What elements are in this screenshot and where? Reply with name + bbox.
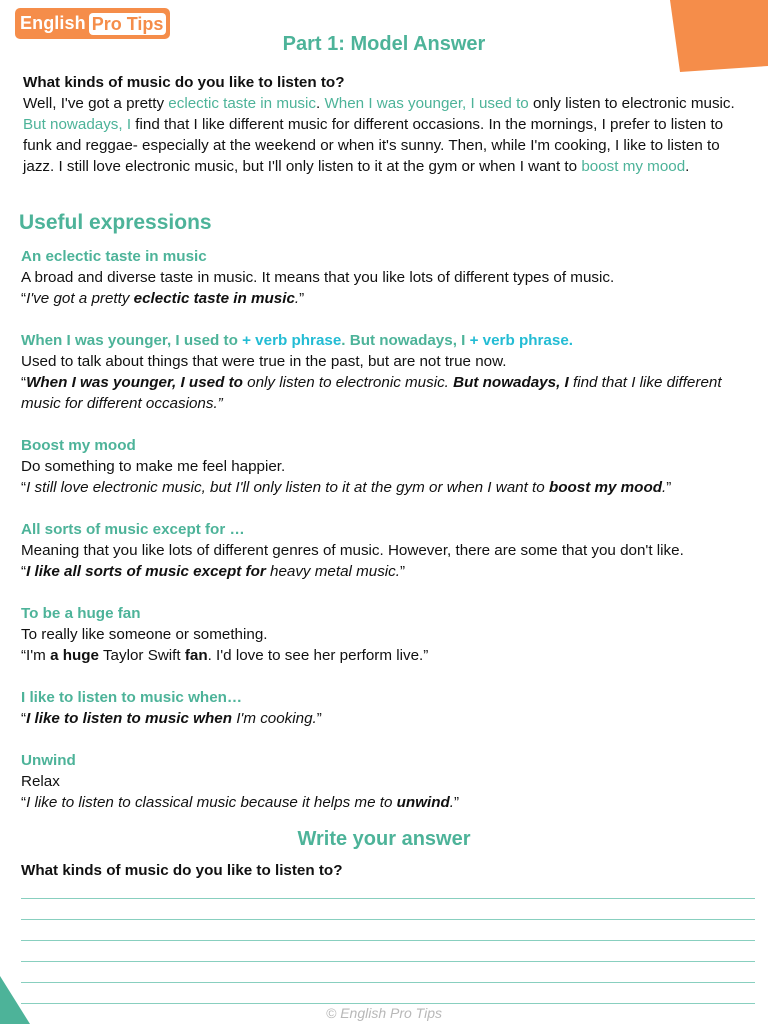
expression-heading: All sorts of music except for … (21, 521, 245, 538)
expression-definition: To really like someone or something. (21, 626, 268, 643)
expression-heading: Boost my mood (21, 437, 136, 454)
expression-boost-mood (21, 435, 751, 498)
model-answer (23, 72, 743, 177)
model-answer-text: Well, I've got a pretty eclectic taste in music. When I was younger, I used to only listen to electronic music. But nowadays, I find that I like different music for different occasions. In the mornings, I prefer to listen to funk and reggae- especially at the weekend or when it's sunny. Then, while I'm cooking, I like to listen to jazz. I still love electronic music, but I'll only listen to it at the gym or when I want to boost my mood. (23, 95, 735, 175)
expression-example: “I still love electronic music, but I'll only listen to it at the gym or when I want to boost my mood.” (21, 479, 672, 496)
expression-definition: A broad and diverse taste in music. It means that you like lots of different types of music. (21, 269, 615, 286)
expression-used-to (21, 330, 751, 414)
expression-definition: Meaning that you like lots of different genres of music. However, there are some that you don't like. (21, 542, 684, 559)
highlight-eclectic: eclectic taste in music (168, 95, 316, 112)
expression-listen-when (21, 687, 751, 729)
expression-definition: Used to talk about things that were true in the past, but are not true now. (21, 353, 507, 370)
highlight-used-to: When I was younger, I used to (324, 95, 529, 112)
expression-eclectic (21, 246, 751, 309)
expression-example: “When I was younger, I used to only listen to electronic music. But nowadays, I find that I like different music for different occasions.” (21, 374, 722, 412)
useful-expressions-heading: Useful expressions (19, 211, 212, 234)
expressions-list (21, 246, 751, 834)
expression-definition: Relax (21, 773, 60, 790)
highlight-boost-mood: boost my mood (581, 158, 686, 175)
expression-heading: When I was younger, I used to + verb phrase. But nowadays, I + verb phrase. (21, 332, 573, 349)
expression-unwind (21, 750, 751, 813)
answer-line[interactable] (21, 940, 755, 941)
footer-copyright: © English Pro Tips (325, 1005, 442, 1021)
expression-heading: An eclectic taste in music (21, 248, 207, 265)
expression-example: “I like to listen to music when I'm cooking.” (21, 710, 322, 727)
page-title: Part 1: Model Answer (282, 33, 486, 55)
answer-line[interactable] (21, 982, 755, 983)
answer-line[interactable] (21, 1003, 755, 1004)
model-question: What kinds of music do you like to listen to? (23, 74, 345, 91)
expression-huge-fan (21, 603, 751, 666)
expression-all-sorts (21, 519, 751, 582)
logo-word-english: English (20, 13, 86, 33)
expression-example: “I've got a pretty eclectic taste in music.” (21, 290, 305, 307)
write-answer-question: What kinds of music do you like to listen to? (21, 862, 343, 879)
answer-line[interactable] (21, 919, 755, 920)
expression-heading: I like to listen to music when… (21, 689, 243, 706)
expression-heading: Unwind (21, 752, 76, 769)
write-answer-heading: Write your answer (297, 828, 471, 850)
expression-heading: To be a huge fan (21, 605, 141, 622)
highlight-nowadays: But nowadays, I (23, 116, 132, 133)
logo-word-protips: Pro Tips (89, 13, 167, 35)
expression-example: “I'm a huge Taylor Swift fan. I'd love to see her perform live.” (21, 647, 429, 664)
answer-line[interactable] (21, 898, 755, 899)
expression-definition: Do something to make me feel happier. (21, 458, 286, 475)
expression-example: “I like to listen to classical music because it helps me to unwind.” (21, 794, 460, 811)
answer-line[interactable] (21, 961, 755, 962)
expression-example: “I like all sorts of music except for heavy metal music.” (21, 563, 406, 580)
